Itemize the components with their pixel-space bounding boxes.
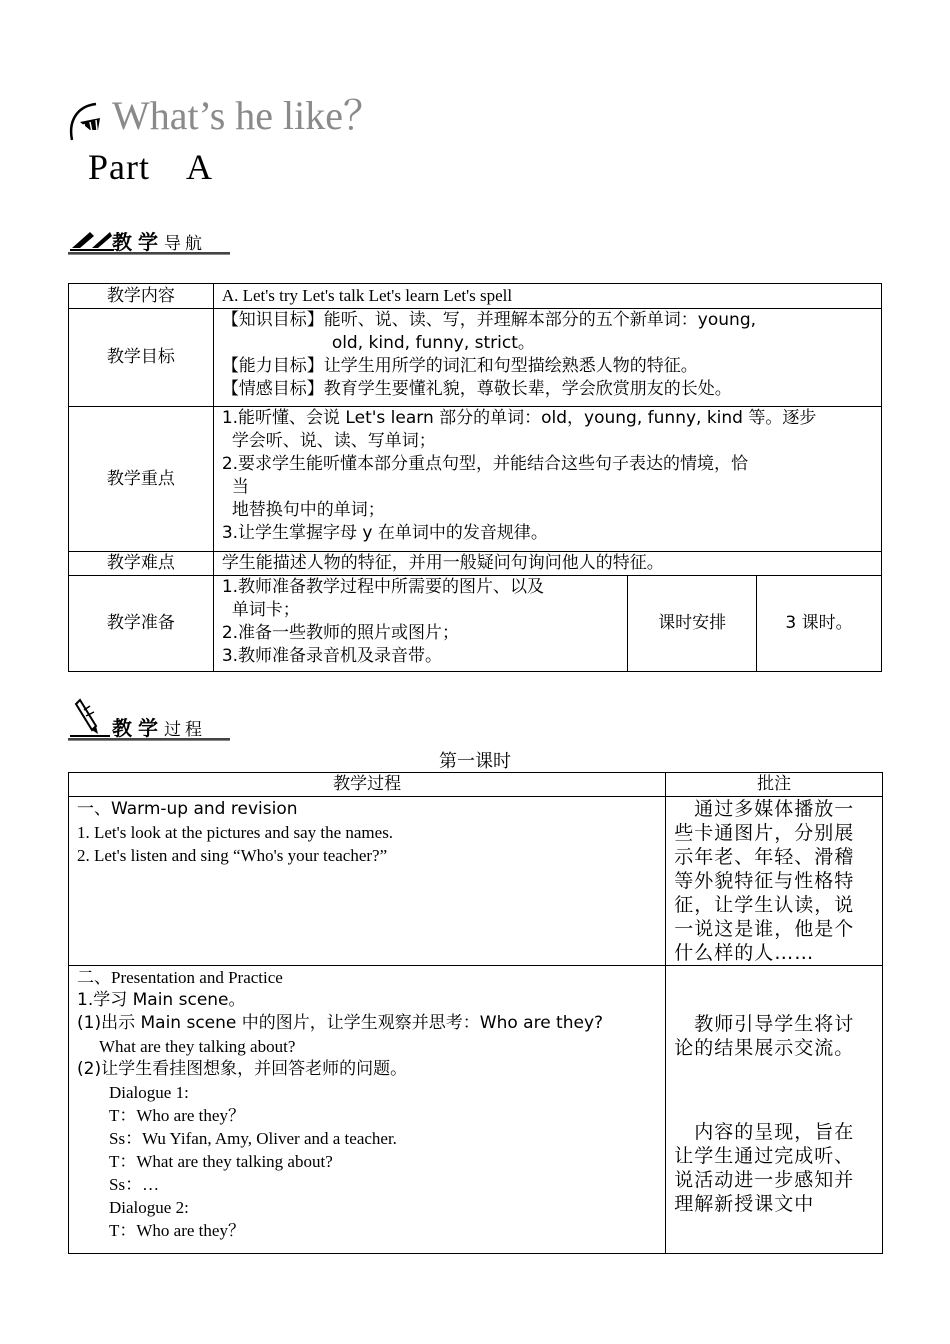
presentation-line: What are they talking about? xyxy=(99,1037,296,1056)
dialogue-line: Ss：… xyxy=(109,1175,160,1194)
prep-line: 1.教师准备教学过程中所需要的图片、以及 xyxy=(221,577,545,597)
warmup-cell xyxy=(69,797,666,966)
presentation-note-2: 内容的呈现，旨在让学生通过完成听、说活动进一步感知并理解新授课文中 xyxy=(674,1121,855,1215)
key-point-line: 当 xyxy=(231,477,249,497)
part-heading xyxy=(88,146,213,188)
key-point-line: 地替换句中的单词； xyxy=(231,500,385,520)
presentation-cell xyxy=(69,966,666,1254)
presentation-heading: 二、Presentation and Practice xyxy=(77,968,283,987)
process-column-header: 教学过程 xyxy=(69,773,666,797)
presentation-line: (2)让学生看挂图想象，并回答老师的问题。 xyxy=(77,1059,408,1079)
part-word: Part xyxy=(88,147,150,187)
presentation-line: (1)出示 Main scene 中的图片，让学生观察并思考：Who are they? xyxy=(77,1013,604,1033)
process-banner-rule xyxy=(68,738,230,741)
prep-line: 3.教师准备录音机及录音带。 xyxy=(221,646,443,666)
presentation-note-1: 教师引导学生将讨论的结果展示交流。 xyxy=(674,1013,855,1059)
guide-banner-main: 教学 xyxy=(112,230,164,254)
warmup-note: 通过多媒体播放一些卡通图片，分别展示年老、年轻、滑稽等外貌特征与性格特征，让学生认读，说一说这是谁，他是个什么样的人…… xyxy=(666,797,883,966)
difficult-value: 学生能描述人物的特征，并用一般疑问句询问他人的特征。 xyxy=(213,552,881,576)
process-banner xyxy=(112,712,206,741)
goals-label: 教学目标 xyxy=(69,309,214,407)
dialogue-line: Ss：Wu Yifan, Amy, Oliver and a teacher. xyxy=(109,1129,397,1148)
key-points-cell xyxy=(213,407,881,552)
content-label: 教学内容 xyxy=(69,284,214,309)
pencil-icon xyxy=(70,696,110,738)
dialogue-line: T：Who are they？ xyxy=(109,1106,245,1125)
schedule-value: 3 课时。 xyxy=(757,576,882,672)
goal-line: 【情感目标】教育学生要懂礼貌，尊敬长辈，学会欣赏朋友的长处。 xyxy=(221,379,732,399)
process-banner-main: 教学 xyxy=(112,716,164,740)
lesson-table xyxy=(68,772,883,1254)
key-point-line: 3.让学生掌握字母 y 在单词中的发音规律。 xyxy=(221,523,548,543)
presentation-notes xyxy=(666,966,883,1254)
prep-line: 单词卡； xyxy=(231,600,300,620)
goal-line: 【知识目标】能听、说、读、写，并理解本部分的五个新单词：young, xyxy=(221,310,757,330)
book-icon xyxy=(70,228,114,252)
goals-cell xyxy=(213,309,881,407)
guide-banner-sub: 导航 xyxy=(164,234,206,254)
dialogue-line: T：Who are they？ xyxy=(109,1221,245,1240)
key-point-line: 学会听、说、读、写单词； xyxy=(231,431,436,451)
dialogue-line: Dialogue 2: xyxy=(109,1198,189,1217)
warmup-line: 1. Let's look at the pictures and say the names. xyxy=(77,823,394,842)
key-points-label: 教学重点 xyxy=(69,407,214,552)
dialogue-line: T：What are they talking about? xyxy=(109,1152,333,1171)
schedule-label: 课时安排 xyxy=(628,576,757,672)
difficult-label: 教学难点 xyxy=(69,552,214,576)
part-letter: A xyxy=(186,147,213,187)
warmup-line: 2. Let's listen and sing “Who's your teacher?” xyxy=(77,846,388,865)
unit-title: What’s he like？ xyxy=(112,93,384,138)
overview-table xyxy=(68,283,882,672)
warmup-heading: 一、Warm-up and revision xyxy=(77,799,298,819)
prep-cell xyxy=(213,576,627,672)
content-value: A. Let's try Let's talk Let's learn Let's spell xyxy=(213,284,881,309)
notes-column-header: 批注 xyxy=(666,773,883,797)
key-point-line: 2.要求学生能听懂本部分重点句型，并能结合这些句子表达的情境，恰 xyxy=(221,454,749,474)
key-point-line: 1.能听懂、会说 Let's learn 部分的单词：old，young, funny, kind 等。逐步 xyxy=(221,408,817,428)
presentation-line: 1.学习 Main scene。 xyxy=(77,990,246,1010)
guide-banner xyxy=(112,226,206,255)
goal-line: old, kind, funny, strict。 xyxy=(331,333,535,353)
guide-banner-rule xyxy=(68,252,230,255)
lesson-title: 第一课时 xyxy=(439,751,511,772)
prep-label: 教学准备 xyxy=(69,576,214,672)
process-banner-sub: 过程 xyxy=(164,720,206,740)
dialogue-line: Dialogue 1: xyxy=(109,1083,189,1102)
goal-line: 【能力目标】让学生用所学的词汇和句型描绘熟悉人物的特征。 xyxy=(221,356,698,376)
prep-line: 2.准备一些教师的照片或图片； xyxy=(221,623,460,643)
